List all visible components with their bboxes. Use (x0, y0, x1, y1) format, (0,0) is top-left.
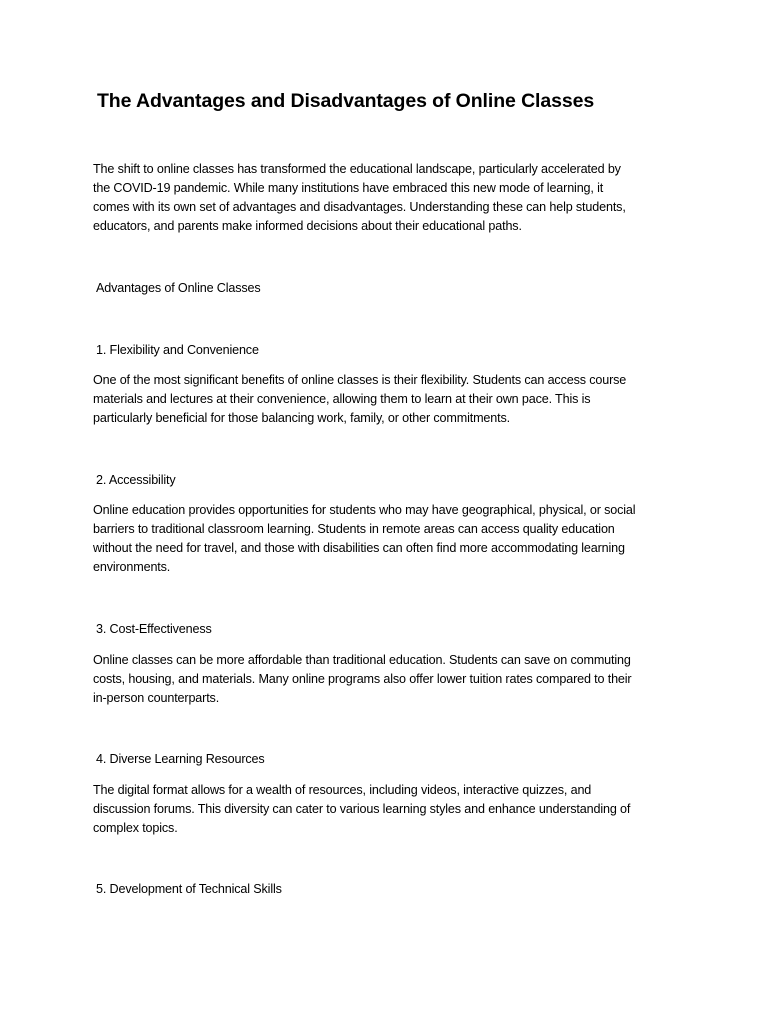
item-body-flexibility (93, 371, 688, 428)
intro-line: comes with its own set of advantages and disadvantages. Understanding these can help students, (93, 200, 626, 214)
item-body-resources (93, 781, 688, 838)
intro-line: educators, and parents make informed decisions about their educational paths. (93, 219, 522, 233)
item-heading-resources: 4. Diverse Learning Resources (96, 752, 265, 766)
item-heading-accessibility: 2. Accessibility (96, 473, 176, 487)
body-line: One of the most significant benefits of online classes is their flexibility. Students can access course (93, 373, 627, 387)
intro-paragraph (93, 160, 688, 236)
item-body-accessibility (93, 501, 688, 577)
intro-line: the COVID-19 pandemic. While many institutions have embraced this new mode of learning, it (93, 181, 604, 195)
intro-line: The shift to online classes has transformed the educational landscape, particularly accelerated by (93, 162, 621, 176)
body-line: complex topics. (93, 821, 178, 835)
item-heading-flexibility: 1. Flexibility and Convenience (96, 343, 259, 357)
body-line: discussion forums. This diversity can cater to various learning styles and enhance understanding of (93, 802, 631, 816)
section-heading-advantages: Advantages of Online Classes (96, 281, 261, 295)
item-heading-cost: 3. Cost-Effectiveness (96, 622, 212, 636)
body-line: Online classes can be more affordable than traditional education. Students can save on commuting (93, 653, 631, 667)
body-line: Online education provides opportunities for students who may have geographical, physical, or social (93, 503, 636, 517)
item-body-cost (93, 651, 688, 708)
body-line: barriers to traditional classroom learning. Students in remote areas can access quality education (93, 522, 615, 536)
item-heading-technical-skills: 5. Development of Technical Skills (96, 882, 282, 896)
body-line: particularly beneficial for those balancing work, family, or other commitments. (93, 411, 510, 425)
body-line: environments. (93, 560, 171, 574)
body-line: in-person counterparts. (93, 691, 220, 705)
body-line: The digital format allows for a wealth of resources, including videos, interactive quizzes, and (93, 783, 592, 797)
body-line: without the need for travel, and those with disabilities can often find more accommodating learning (93, 541, 625, 555)
body-line: costs, housing, and materials. Many online programs also offer lower tuition rates compared to their (93, 672, 632, 686)
document-title: The Advantages and Disadvantages of Online Classes (97, 90, 595, 112)
body-line: materials and lectures at their convenience, allowing them to learn at their own pace. This is (93, 392, 591, 406)
